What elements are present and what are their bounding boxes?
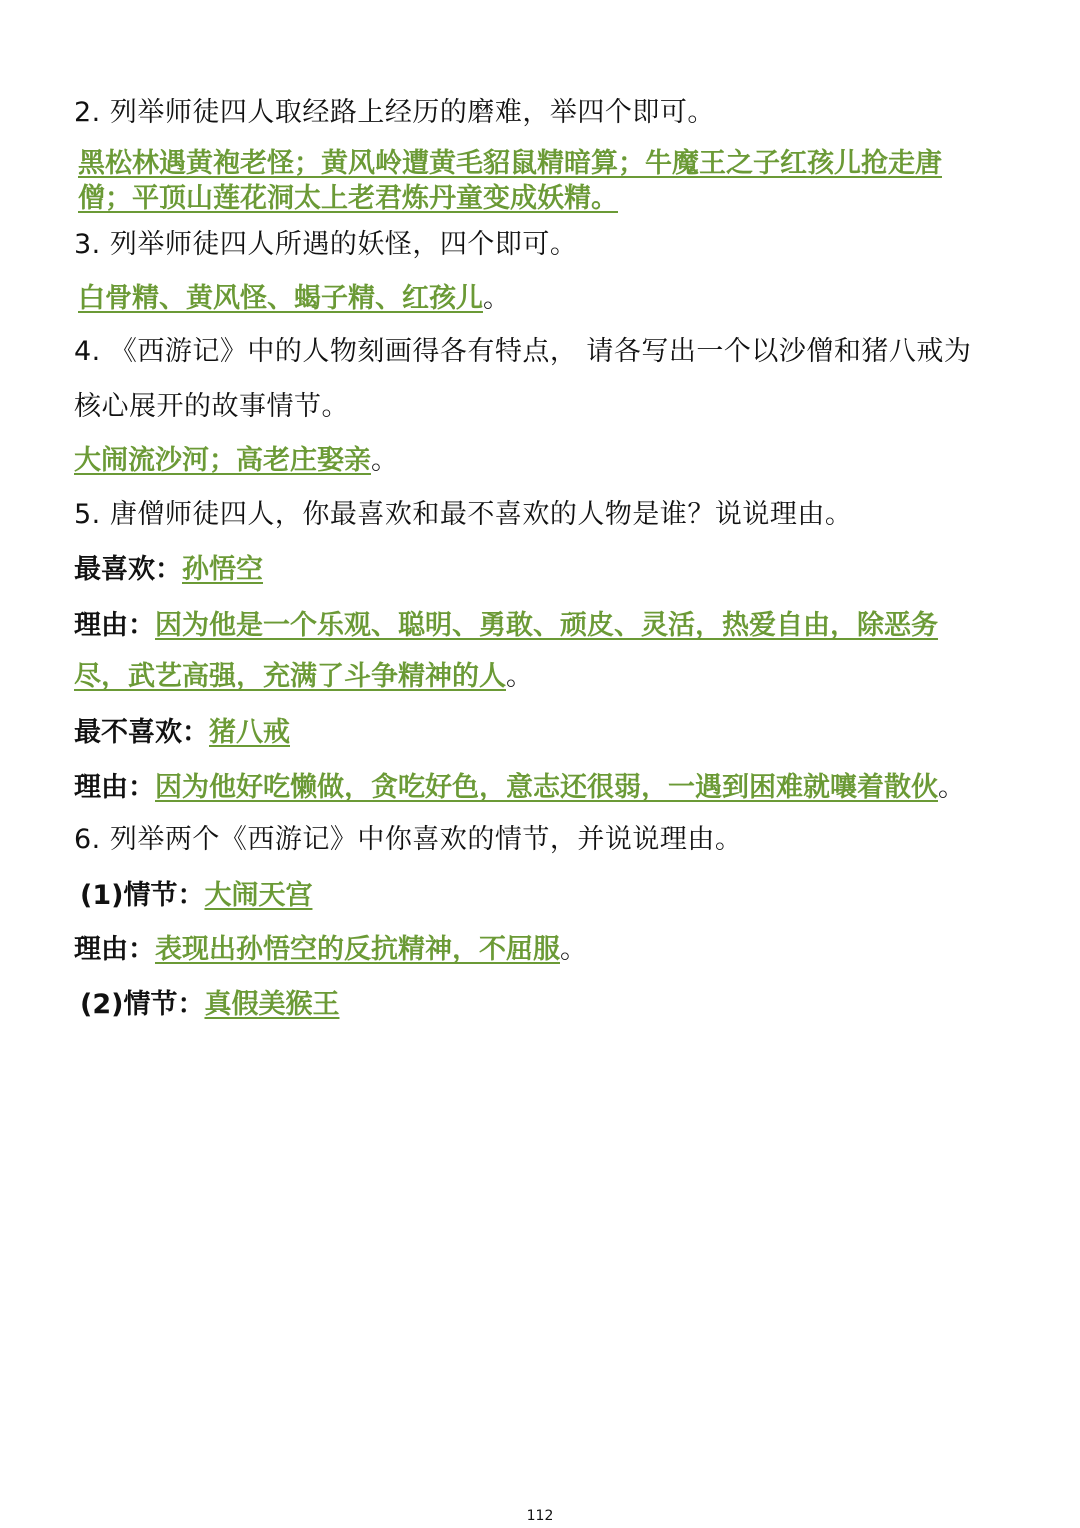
answer-2 <box>78 146 998 216</box>
plot-1-row <box>80 873 312 912</box>
reason-label: 理由： <box>74 610 155 641</box>
plot-2-row <box>80 982 339 1021</box>
reason-label: 理由： <box>74 934 155 965</box>
like-reason-line-2: 尽，武艺高强，充满了斗争精神的人 <box>74 661 506 692</box>
plot-1-reason-end: 。 <box>560 934 587 965</box>
dislike-label: 最不喜欢： <box>74 717 209 748</box>
answer-4-row <box>74 438 398 477</box>
like-label: 最喜欢： <box>74 554 182 585</box>
like-reason-row-1 <box>74 603 938 642</box>
answer-3: 白骨精、黄风怪、蝎子精、红孩儿 <box>78 283 483 314</box>
like-reason-line-1: 因为他是一个乐观、聪明、勇敢、顽皮、灵活，热爱自由，除恶务 <box>155 610 938 641</box>
question-3: 3. 列举师徒四人所遇的妖怪，四个即可。 <box>74 229 578 260</box>
dislike-answer: 猪八戒 <box>209 717 290 748</box>
dislike-reason: 因为他好吃懒做，贪吃好色，意志还很弱，一遇到困难就嚷着散伙 <box>155 772 938 803</box>
question-2: 2. 列举师徒四人取经路上经历的磨难，举四个即可。 <box>74 97 715 128</box>
plot-1-answer: 大闹天宫 <box>204 880 313 911</box>
question-5: 5. 唐僧师徒四人，你最喜欢和最不喜欢的人物是谁？说说理由。 <box>74 499 853 530</box>
like-answer: 孙悟空 <box>182 554 263 585</box>
answer-3-row <box>78 276 510 315</box>
plot-1-reason: 表现出孙悟空的反抗精神，不屈服 <box>155 934 560 965</box>
plot-1-reason-row <box>74 927 587 966</box>
answer-2-line-1: 黑松林遇黄袍老怪；黄风岭遭黄毛貂鼠精暗算；牛魔王之子红孩儿抢走唐 <box>78 148 942 179</box>
dislike-row <box>74 710 290 749</box>
like-reason-end: 。 <box>506 661 533 692</box>
dislike-reason-row <box>74 765 965 804</box>
like-row <box>74 547 263 586</box>
answer-4-end: 。 <box>371 445 398 476</box>
question-4-line-2: 核心展开的故事情节。 <box>74 391 349 422</box>
question-6: 6. 列举两个《西游记》中你喜欢的情节，并说说理由。 <box>74 824 743 855</box>
plot-2-answer: 真假美猴王 <box>204 989 340 1020</box>
answer-2-line-2: 僧；平顶山莲花洞太上老君炼丹童变成妖精。 <box>78 183 618 214</box>
plot-2-label: (2)情节： <box>80 989 205 1020</box>
answer-3-end: 。 <box>483 283 510 314</box>
like-reason-row-2 <box>74 654 533 693</box>
dislike-reason-end: 。 <box>938 772 965 803</box>
plot-1-label: (1)情节： <box>80 880 205 911</box>
reason-label: 理由： <box>74 772 155 803</box>
page-number: 112 <box>526 1508 554 1524</box>
answer-4: 大闹流沙河；高老庄娶亲 <box>74 445 371 476</box>
question-4-line-1: 4. 《西游记》中的人物刻画得各有特点， 请各写出一个以沙僧和猪八戒为 <box>74 336 972 367</box>
